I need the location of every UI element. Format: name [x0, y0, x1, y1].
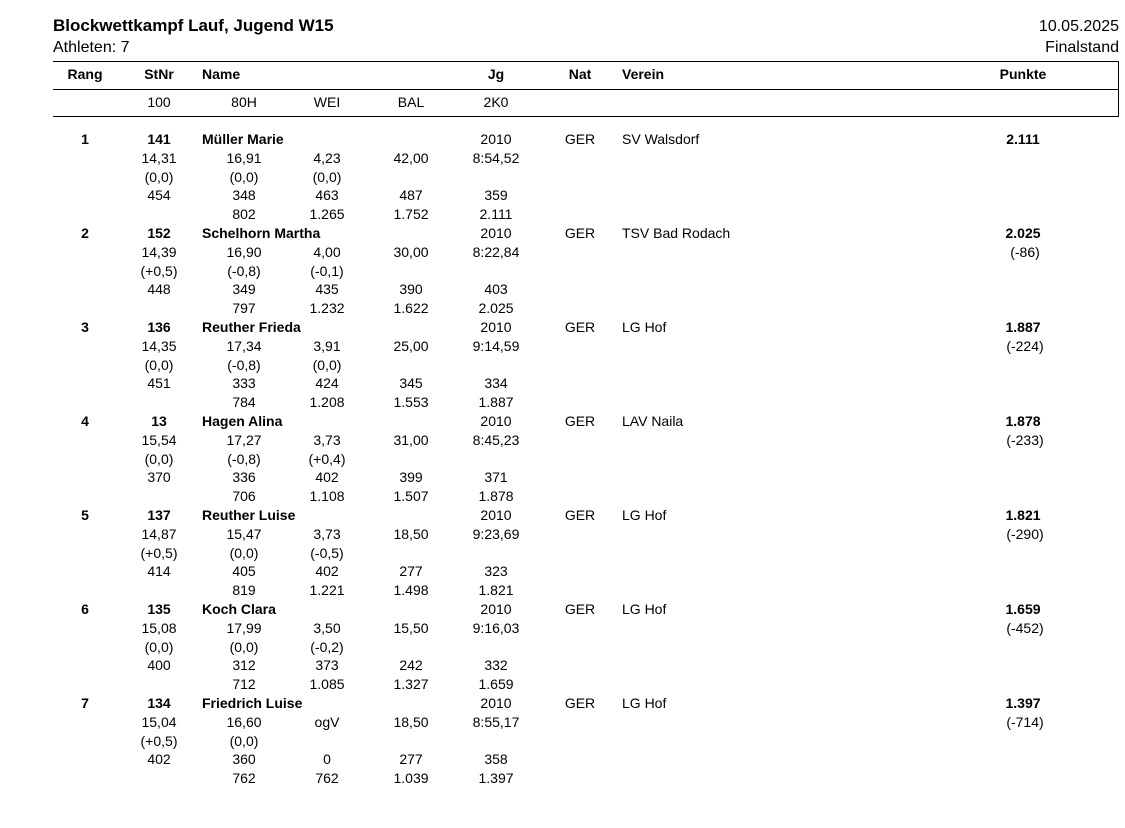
cumulative-points: 712: [232, 676, 256, 693]
cumulative-points: 797: [232, 300, 256, 317]
club-name: LAV Naila: [622, 413, 684, 429]
wind-reading: (-0,1): [310, 262, 344, 279]
column-header-stnr: StNr: [144, 66, 174, 82]
athlete-name: Friedrich Luise: [202, 695, 303, 711]
cumulative-points: 1.878: [478, 488, 514, 505]
points-difference: (-452): [1006, 619, 1044, 636]
total-points: 1.878: [1005, 413, 1041, 429]
discipline-points: 360: [232, 751, 256, 768]
rank: 6: [81, 601, 89, 617]
wind-reading: (-0,8): [227, 262, 261, 279]
discipline-points: 399: [399, 469, 423, 486]
birth-year: 2010: [480, 131, 512, 147]
discipline-header-100: 100: [147, 94, 171, 110]
athlete-name: Hagen Alina: [202, 413, 283, 429]
rank: 2: [81, 225, 89, 241]
column-header-verein: Verein: [622, 66, 665, 82]
cumulative-points: 1.622: [393, 300, 429, 317]
rank: 3: [81, 319, 89, 335]
cumulative-points: 1.659: [478, 676, 514, 693]
performance: 17,99: [226, 619, 262, 636]
start-number: 135: [147, 601, 171, 617]
discipline-points: 312: [232, 657, 256, 674]
total-points: 1.821: [1005, 507, 1041, 523]
discipline-points: 359: [484, 187, 508, 204]
cumulative-points: 1.327: [393, 676, 429, 693]
birth-year: 2010: [480, 319, 512, 335]
athlete-name: Müller Marie: [202, 131, 284, 147]
wind-reading: (0,0): [144, 168, 174, 185]
performance: 9:14,59: [472, 337, 520, 354]
discipline-points: 333: [232, 375, 256, 392]
discipline-points: 371: [484, 469, 508, 486]
club-name: LG Hof: [622, 319, 667, 335]
wind-reading: (0,0): [144, 638, 174, 655]
discipline-points: 424: [315, 375, 339, 392]
cumulative-points: 784: [232, 394, 256, 411]
club-name: LG Hof: [622, 601, 667, 617]
cumulative-points: 1.507: [393, 488, 429, 505]
performance: 31,00: [393, 431, 429, 448]
points-difference: (-290): [1006, 525, 1044, 542]
nationality: GER: [564, 225, 596, 241]
wind-reading: (0,0): [229, 638, 259, 655]
performance: 3,73: [313, 431, 341, 448]
start-number: 13: [151, 413, 167, 429]
total-points: 1.397: [1005, 695, 1041, 711]
start-number: 137: [147, 507, 171, 523]
wind-reading: (-0,8): [227, 450, 261, 467]
cumulative-points: 1.108: [309, 488, 345, 505]
nationality: GER: [564, 131, 596, 147]
wind-reading: (+0,5): [140, 732, 178, 749]
nationality: GER: [564, 319, 596, 335]
performance: ogV: [314, 713, 340, 730]
performance: 30,00: [393, 243, 429, 260]
discipline-points: 403: [484, 281, 508, 298]
start-number: 136: [147, 319, 171, 335]
points-difference: (-86): [1010, 243, 1040, 260]
performance: 15,47: [226, 525, 262, 542]
total-points: 1.659: [1005, 601, 1041, 617]
performance: 16,60: [226, 713, 262, 730]
discipline-points: 390: [399, 281, 423, 298]
performance: 14,39: [141, 243, 177, 260]
birth-year: 2010: [480, 695, 512, 711]
cumulative-points: 1.039: [393, 770, 429, 787]
discipline-points: 402: [315, 469, 339, 486]
performance: 4,00: [313, 243, 341, 260]
discipline-points: 402: [315, 563, 339, 580]
wind-reading: (0,0): [229, 732, 259, 749]
total-points: 2.025: [1005, 225, 1041, 241]
wind-reading: (0,0): [312, 356, 342, 373]
athlete-name: Schelhorn Martha: [202, 225, 321, 241]
wind-reading: (0,0): [312, 168, 342, 185]
discipline-points: 448: [147, 281, 171, 298]
discipline-points: 373: [315, 657, 339, 674]
discipline-header-bal: BAL: [397, 94, 425, 110]
cumulative-points: 762: [232, 770, 256, 787]
cumulative-points: 1.085: [309, 676, 345, 693]
discipline-points: 405: [232, 563, 256, 580]
performance: 14,87: [141, 525, 177, 542]
performance: 9:16,03: [472, 619, 520, 636]
cumulative-points: 819: [232, 582, 256, 599]
wind-reading: (+0,4): [308, 450, 346, 467]
total-points: 2.111: [1006, 131, 1040, 147]
start-number: 141: [147, 131, 171, 147]
discipline-points: 323: [484, 563, 508, 580]
club-name: SV Walsdorf: [622, 131, 700, 147]
cumulative-points: 802: [232, 206, 256, 223]
performance: 16,91: [226, 149, 262, 166]
discipline-header-wei: WEI: [313, 94, 341, 110]
performance: 14,31: [141, 149, 177, 166]
performance: 8:55,17: [472, 713, 520, 730]
club-name: LG Hof: [622, 507, 667, 523]
discipline-points: 463: [315, 187, 339, 204]
club-name: LG Hof: [622, 695, 667, 711]
discipline-points: 400: [147, 657, 171, 674]
discipline-points: 487: [399, 187, 423, 204]
points-difference: (-714): [1006, 713, 1044, 730]
discipline-points: 345: [399, 375, 423, 392]
start-number: 152: [147, 225, 171, 241]
discipline-points: 332: [484, 657, 508, 674]
performance: 3,73: [313, 525, 341, 542]
nationality: GER: [564, 601, 596, 617]
performance: 17,27: [226, 431, 262, 448]
start-number: 134: [147, 695, 171, 711]
discipline-points: 414: [147, 563, 171, 580]
athlete-count: Athleten: 7: [53, 39, 130, 56]
column-header-nat: Nat: [568, 66, 592, 82]
cumulative-points: 2.025: [478, 300, 514, 317]
discipline-points: 402: [147, 751, 171, 768]
rank: 4: [81, 413, 89, 429]
wind-reading: (+0,5): [140, 262, 178, 279]
rank: 5: [81, 507, 89, 523]
column-header-name: Name: [202, 66, 241, 82]
performance: 3,91: [313, 337, 341, 354]
club-name: TSV Bad Rodach: [622, 225, 731, 241]
athlete-name: Koch Clara: [202, 601, 276, 617]
discipline-points: 451: [147, 375, 171, 392]
performance: 15,08: [141, 619, 177, 636]
performance: 9:23,69: [472, 525, 520, 542]
wind-reading: (-0,2): [310, 638, 344, 655]
discipline-header-2k0: 2K0: [483, 94, 509, 110]
cumulative-points: 762: [315, 770, 339, 787]
discipline-points: 348: [232, 187, 256, 204]
wind-reading: (0,0): [144, 356, 174, 373]
cumulative-points: 1.221: [309, 582, 345, 599]
performance: 18,50: [393, 525, 429, 542]
wind-reading: (+0,5): [140, 544, 178, 561]
column-header-jg: Jg: [487, 66, 505, 82]
performance: 17,34: [226, 337, 262, 354]
athlete-name: Reuther Frieda: [202, 319, 301, 335]
performance: 42,00: [393, 149, 429, 166]
column-header-punkte: Punkte: [999, 66, 1047, 82]
discipline-points: 358: [484, 751, 508, 768]
cumulative-points: 2.111: [479, 206, 513, 223]
table-header-divider: [53, 89, 1119, 90]
discipline-points: 0: [323, 751, 331, 768]
result-status: Finalstand: [1045, 39, 1119, 56]
performance: 25,00: [393, 337, 429, 354]
performance: 14,35: [141, 337, 177, 354]
birth-year: 2010: [480, 413, 512, 429]
nationality: GER: [564, 695, 596, 711]
performance: 8:22,84: [472, 243, 520, 260]
cumulative-points: 1.887: [478, 394, 514, 411]
column-header-rang: Rang: [67, 66, 103, 82]
performance: 8:54,52: [472, 149, 520, 166]
cumulative-points: 1.265: [309, 206, 345, 223]
cumulative-points: 1.397: [478, 770, 514, 787]
cumulative-points: 1.498: [393, 582, 429, 599]
discipline-points: 277: [399, 751, 423, 768]
performance: 15,54: [141, 431, 177, 448]
performance: 18,50: [393, 713, 429, 730]
discipline-points: 349: [232, 281, 256, 298]
discipline-points: 277: [399, 563, 423, 580]
birth-year: 2010: [480, 601, 512, 617]
performance: 16,90: [226, 243, 262, 260]
points-difference: (-233): [1006, 431, 1044, 448]
cumulative-points: 1.553: [393, 394, 429, 411]
discipline-header-80h: 80H: [231, 94, 257, 110]
points-difference: (-224): [1006, 337, 1044, 354]
cumulative-points: 706: [232, 488, 256, 505]
performance: 4,23: [313, 149, 341, 166]
birth-year: 2010: [480, 225, 512, 241]
cumulative-points: 1.208: [309, 394, 345, 411]
birth-year: 2010: [480, 507, 512, 523]
performance: 8:45,23: [472, 431, 520, 448]
performance: 15,50: [393, 619, 429, 636]
cumulative-points: 1.821: [478, 582, 514, 599]
total-points: 1.887: [1005, 319, 1041, 335]
nationality: GER: [564, 507, 596, 523]
wind-reading: (0,0): [229, 168, 259, 185]
discipline-points: 334: [484, 375, 508, 392]
wind-reading: (0,0): [144, 450, 174, 467]
cumulative-points: 1.232: [309, 300, 345, 317]
wind-reading: (-0,5): [310, 544, 344, 561]
athlete-name: Reuther Luise: [202, 507, 296, 523]
rank: 1: [81, 131, 89, 147]
performance: 3,50: [313, 619, 341, 636]
discipline-points: 242: [399, 657, 423, 674]
wind-reading: (-0,8): [227, 356, 261, 373]
discipline-points: 370: [147, 469, 171, 486]
rank: 7: [81, 695, 89, 711]
cumulative-points: 1.752: [393, 206, 429, 223]
performance: 15,04: [141, 713, 177, 730]
discipline-points: 336: [232, 469, 256, 486]
wind-reading: (0,0): [229, 544, 259, 561]
discipline-points: 435: [315, 281, 339, 298]
results-title: Blockwettkampf Lauf, Jugend W15: [53, 16, 334, 35]
discipline-points: 454: [147, 187, 171, 204]
nationality: GER: [564, 413, 596, 429]
event-date: 10.05.2025: [1038, 18, 1119, 35]
